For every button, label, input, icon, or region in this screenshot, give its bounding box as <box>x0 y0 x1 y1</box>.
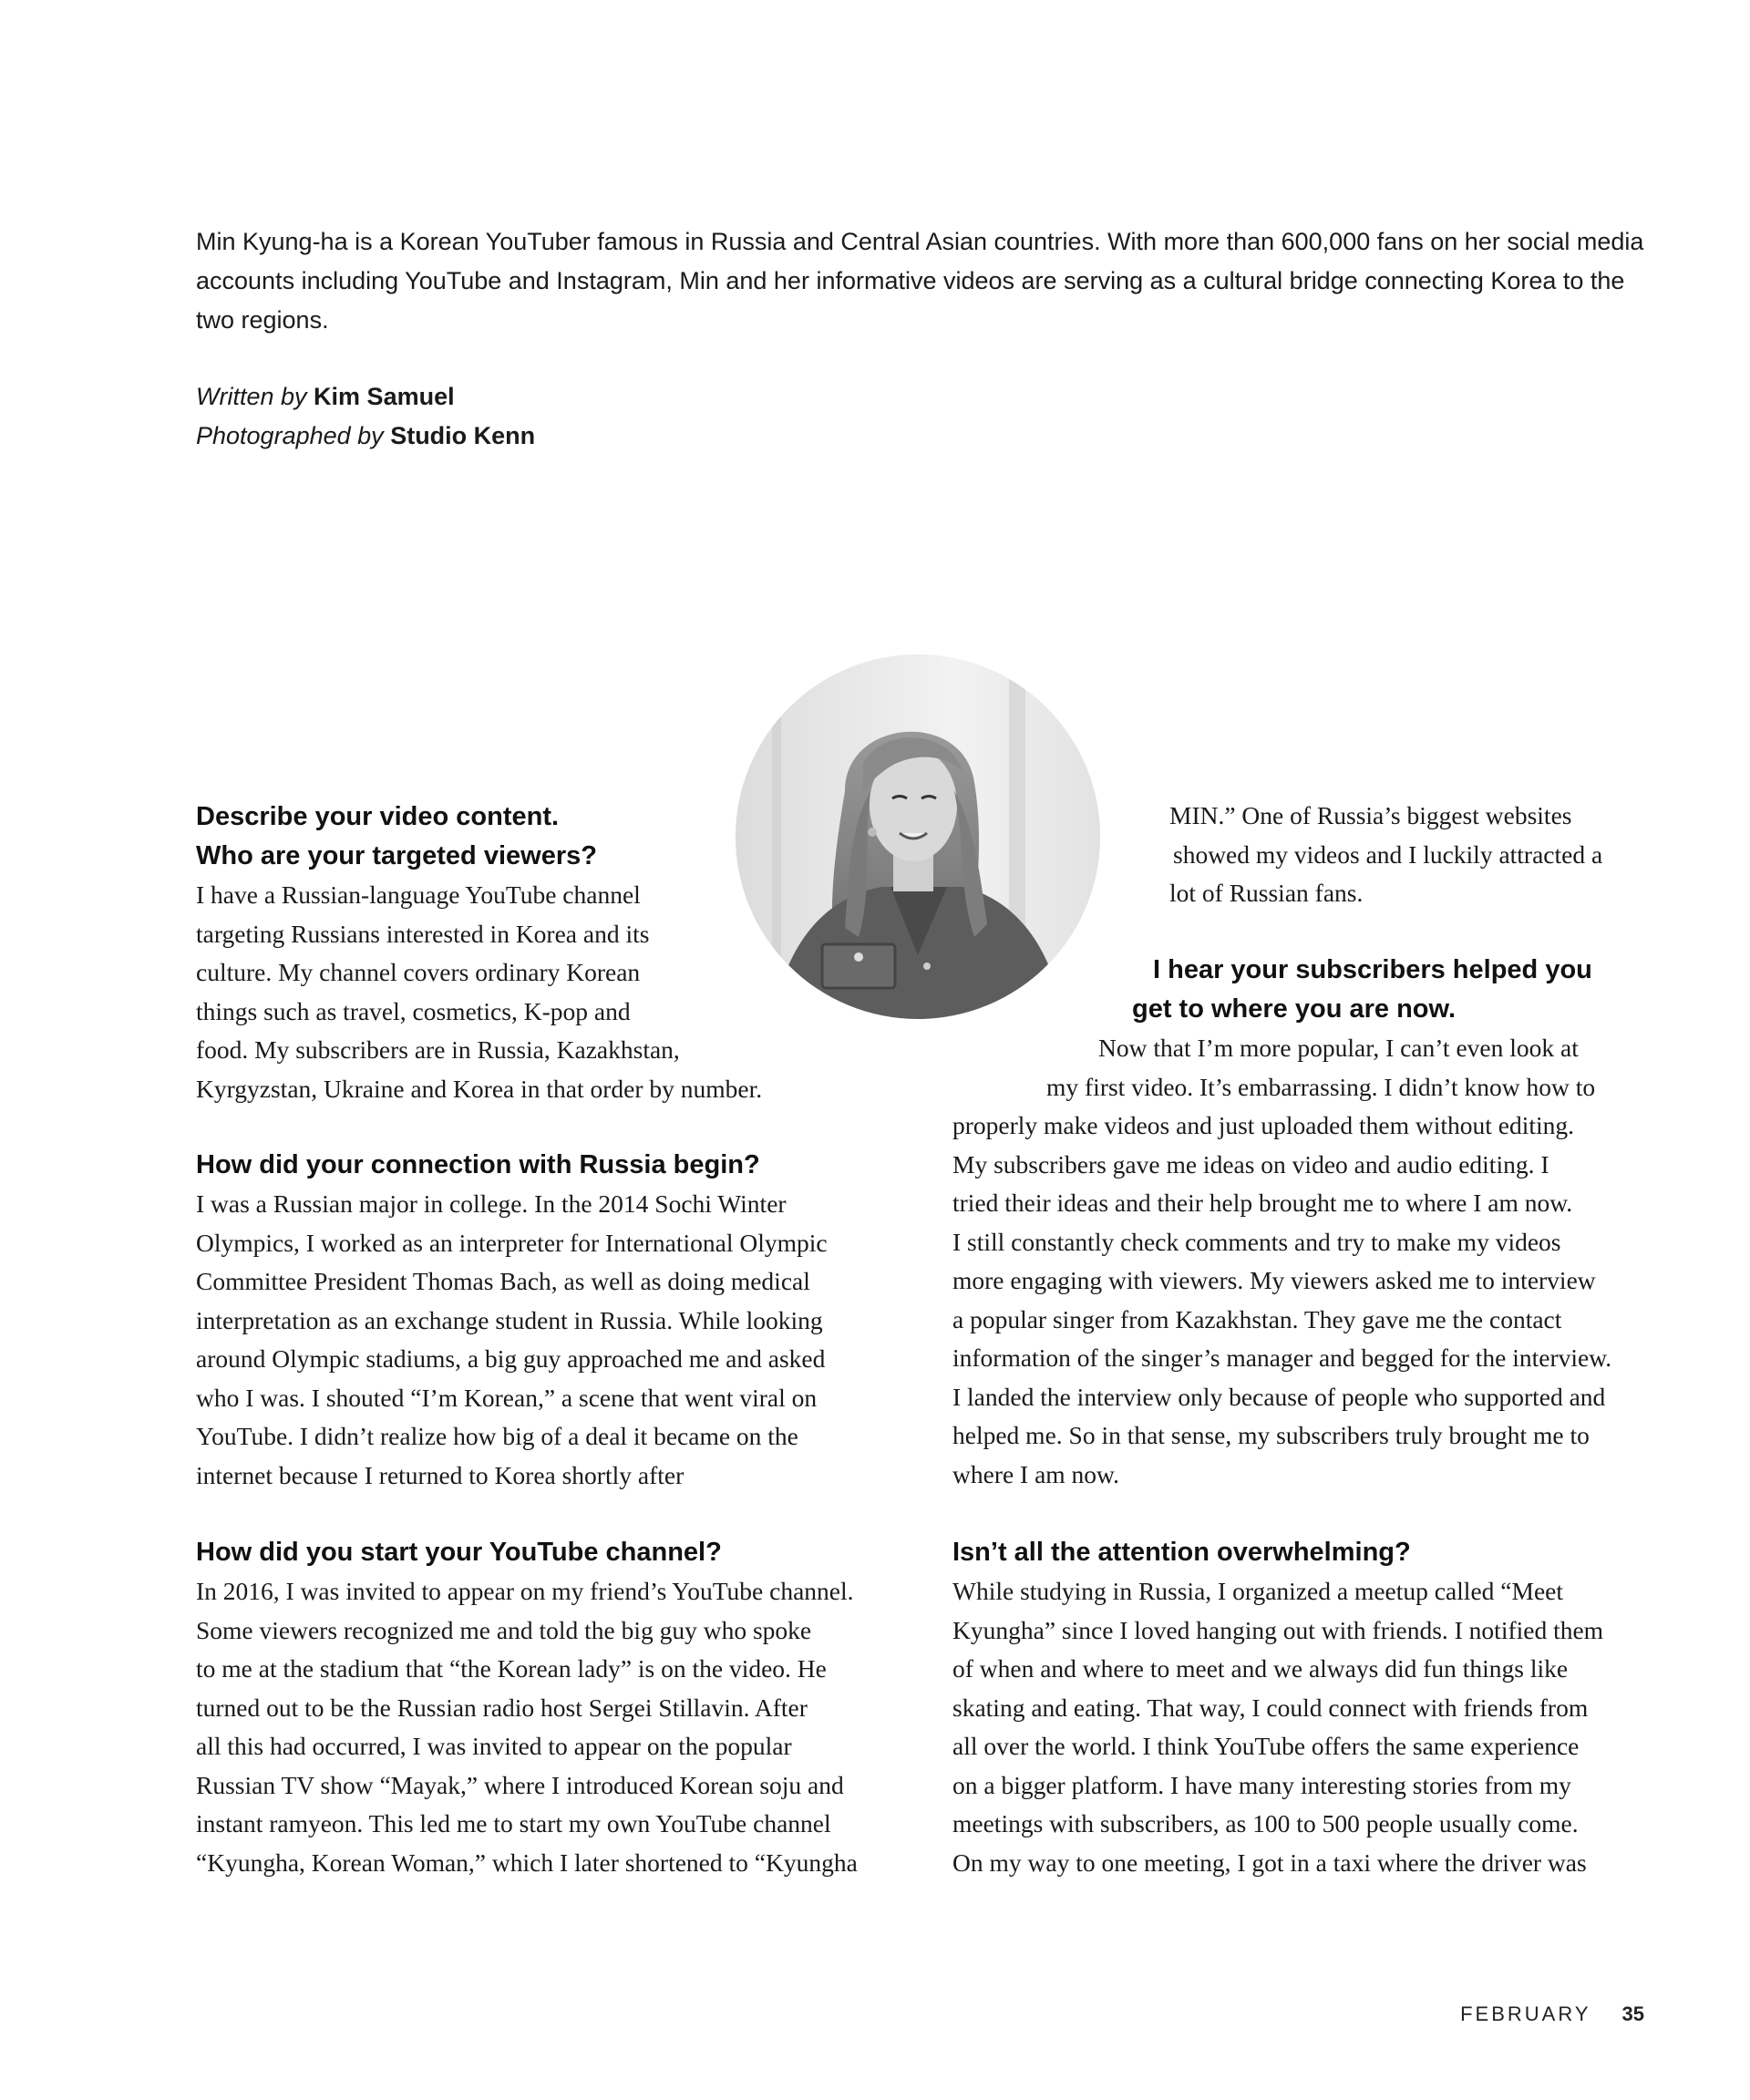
body-line: on a bigger platform. I have many interesting stories from my <box>952 1770 1571 1799</box>
body-line: where I am now. <box>952 1459 1120 1488</box>
body-line: Now that I’m more popular, I can’t even look at <box>1098 1034 1579 1062</box>
heading-line: I hear your subscribers helped you <box>1153 955 1592 984</box>
body-line: MIN.” One of Russia’s biggest websites <box>1169 801 1572 829</box>
section-body <box>952 1029 1663 1494</box>
page-number: 35 <box>1621 2002 1644 2025</box>
heading-line: Isn’t all the attention overwhelming? <box>952 1538 1411 1567</box>
body-line: things such as travel, cosmetics, K-pop and <box>196 996 631 1025</box>
body-line: My subscribers gave me ideas on video and audio editing. I <box>952 1149 1549 1179</box>
body-line: turned out to be the Russian radio host Sergei Stillavin. After <box>196 1693 808 1722</box>
body-line: Some viewers recognized me and told the big guy who spoke <box>196 1615 812 1644</box>
body-line: On my way to one meeting, I got in a taxi where the driver was <box>952 1848 1587 1877</box>
section-russia-connection <box>196 1146 889 1495</box>
photographer-name: Studio Kenn <box>390 422 536 449</box>
body-line: showed my videos and I luckily attracted a <box>1173 839 1603 869</box>
body-line: skating and eating. That way, I could connect with friends from <box>952 1693 1589 1722</box>
body-line: all over the world. I think YouTube offers the same experience <box>952 1732 1580 1760</box>
section-video-content <box>196 798 779 1108</box>
body-line: I landed the interview only because of people who supported and <box>952 1382 1606 1411</box>
section-heading <box>196 798 779 876</box>
body-line: my first video. It’s embarrassing. I didn’t know how to <box>1046 1072 1596 1101</box>
body-line: meetings with subscribers, as 100 to 500 people usually come. <box>952 1809 1579 1838</box>
body-line: information of the singer’s manager and begged for the interview. <box>952 1343 1612 1372</box>
body-line: YouTube. I didn’t realize how big of a deal it became on the <box>196 1422 798 1450</box>
body-line: Russian TV show “Mayak,” where I introduced Korean soju and <box>196 1770 844 1799</box>
section-heading <box>952 1533 1663 1572</box>
body-line: tried their ideas and their help brought me to where I am now. <box>952 1189 1573 1217</box>
section-heading <box>196 1533 907 1572</box>
heading-line: Who are your targeted viewers? <box>196 841 597 870</box>
section-body <box>196 876 779 1108</box>
body-line: I was a Russian major in college. In the 2014 Sochi Winter <box>196 1189 787 1218</box>
body-line: of when and where to meet and we always did fun things like <box>952 1654 1569 1683</box>
heading-line: Describe your video content. <box>196 802 560 831</box>
body-line: targeting Russians interested in Korea and its <box>196 919 650 948</box>
section-body <box>196 1185 889 1495</box>
written-by-label: Written by <box>196 383 307 410</box>
body-line: I still constantly check comments and try to make my videos <box>952 1227 1561 1256</box>
section-attention <box>952 1533 1663 1882</box>
body-line: who I was. I shouted “I’m Korean,” a scene that went viral on <box>196 1383 818 1412</box>
body-line: In 2016, I was invited to appear on my friend’s YouTube channel. <box>196 1577 854 1605</box>
heading-line: How did your connection with Russia begin? <box>196 1150 760 1179</box>
written-by-credit <box>196 377 535 417</box>
body-line: Kyungha” since I loved hanging out with friends. I notified them <box>952 1615 1604 1644</box>
section-subscribers-helped <box>952 951 1663 1494</box>
body-line: interpretation as an exchange student in Russia. While looking <box>196 1305 823 1334</box>
section-youtube-start-continued <box>1169 797 1662 913</box>
body-line: Kyrgyzstan, Ukraine and Korea in that order by number. <box>196 1074 763 1103</box>
body-line: instant ramyeon. This led me to start my own YouTube channel <box>196 1809 831 1838</box>
body-line: “Kyungha, Korean Woman,” which I later shortened to “Kyungha <box>196 1848 858 1877</box>
intro-paragraph: Min Kyung-ha is a Korean YouTuber famous in Russia and Central Asian countries. With more than 600,000 fans on her social media accounts including YouTube and Instagram, Min and her informative videos are serving as a cultural bridge connecting Korea to the two regions. <box>196 228 1644 334</box>
body-line: to me at the stadium that “the Korean lady” is on the video. He <box>196 1654 827 1683</box>
body-line: around Olympic stadiums, a big guy approached me and asked <box>196 1344 826 1373</box>
body-line: properly make videos and just uploaded them without editing. <box>952 1111 1575 1139</box>
body-line: While studying in Russia, I organized a meetup called “Meet <box>952 1577 1563 1605</box>
body-line: I have a Russian-language YouTube channel <box>196 880 641 909</box>
body-line: internet because I returned to Korea shortly after <box>196 1460 685 1489</box>
body-line: a popular singer from Kazakhstan. They gave me the contact <box>952 1304 1562 1333</box>
body-line: more engaging with viewers. My viewers asked me to interview <box>952 1266 1596 1294</box>
section-heading <box>952 951 1663 1029</box>
body-line: Committee President Thomas Bach, as well as doing medical <box>196 1267 810 1295</box>
writer-name: Kim Samuel <box>314 383 455 410</box>
heading-line: get to where you are now. <box>1132 994 1457 1024</box>
footer-month: FEBRUARY <box>1460 2002 1591 2025</box>
body-line: Olympics, I worked as an interpreter for International Olympic <box>196 1228 828 1257</box>
body-line: food. My subscribers are in Russia, Kazakhstan, <box>196 1035 680 1064</box>
credits <box>196 377 535 456</box>
section-body <box>196 1572 907 1882</box>
section-body <box>952 1572 1663 1882</box>
photographed-by-label: Photographed by <box>196 422 384 449</box>
section-youtube-start <box>196 1533 907 1882</box>
section-heading <box>196 1146 889 1185</box>
body-line: lot of Russian fans. <box>1169 879 1364 907</box>
body-line: culture. My channel covers ordinary Korean <box>196 958 641 986</box>
body-line: all this had occurred, I was invited to appear on the popular <box>196 1732 792 1760</box>
photographed-by-credit <box>196 417 535 456</box>
body-line: helped me. So in that sense, my subscribers truly brought me to <box>952 1421 1590 1449</box>
heading-line: How did you start your YouTube channel? <box>196 1538 722 1567</box>
page-footer <box>1460 2002 1644 2026</box>
section-body <box>1169 797 1662 913</box>
